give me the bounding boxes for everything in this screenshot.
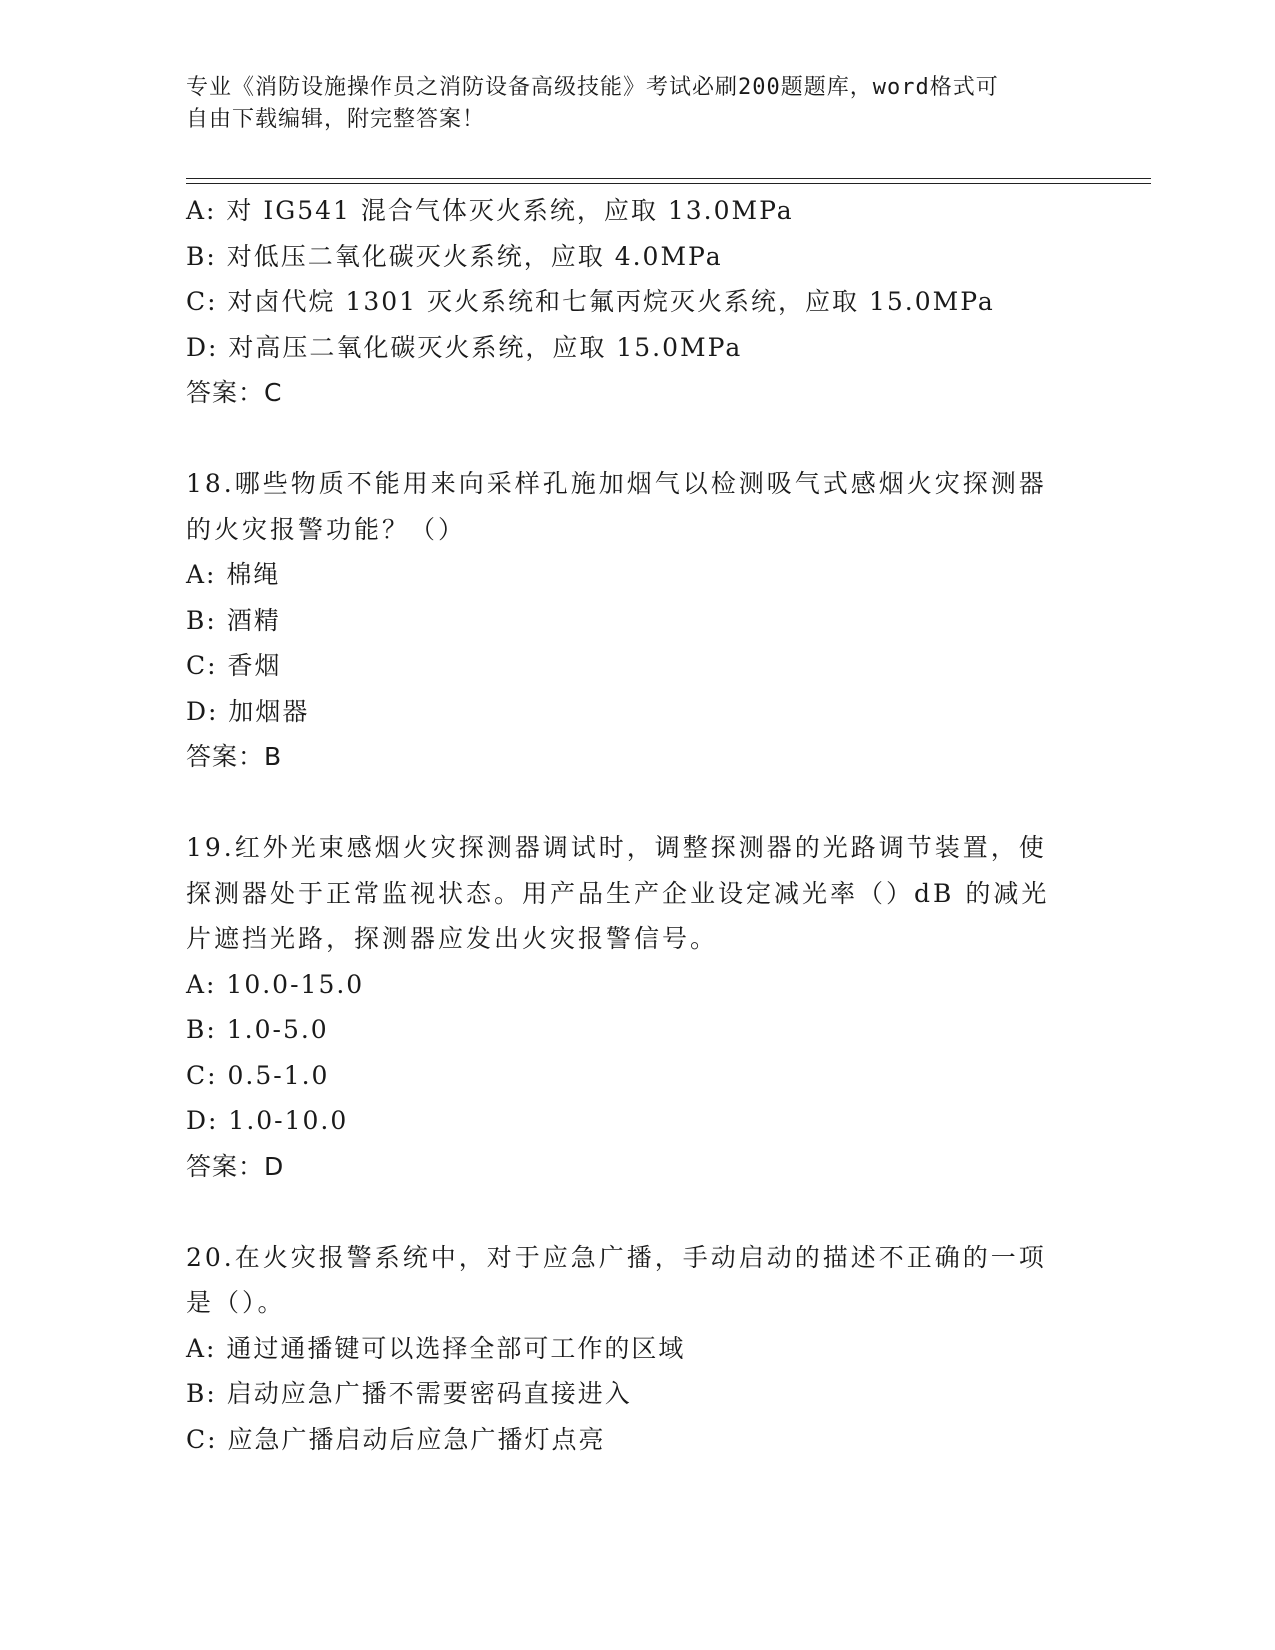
question-block-17 [186,188,1086,416]
answer-line: 答案：B [186,742,283,771]
header-divider-top [186,178,1151,179]
option-a: A: 10.0-15.0 [186,969,365,999]
header-line-1: 专业《消防设施操作员之消防设备高级技能》考试必刷200题题库，word格式可 [186,75,999,100]
option-a: A: 对 IG541 混合气体灭火系统，应取 13.0MPa [186,196,794,225]
question-line: 19.红外光束感烟火灾探测器调试时，调整探测器的光路调节装置，使 [186,833,1047,862]
option-b: B: 酒精 [186,605,281,635]
header-divider-bottom [186,183,1151,184]
document-header [186,72,1066,136]
option-a: A: 通过通播键可以选择全部可工作的区域 [186,1333,686,1363]
option-d: D: 加烟器 [186,696,310,726]
spacer [186,1189,1086,1235]
option-c: C: 0.5-1.0 [186,1060,330,1090]
question-line: 片遮挡光路，探测器应发出火灾报警信号。 [186,924,719,953]
question-text [186,1235,1086,1326]
option-d: D: 1.0-10.0 [186,1106,349,1135]
option-d: D: 对高压二氧化碳灭火系统，应取 15.0MPa [186,332,743,362]
option-c: C: 香烟 [186,651,282,680]
answer-line: 答案：C [186,378,283,407]
question-line: 是（）。 [186,1288,286,1317]
header-line-2: 自由下载编辑，附完整答案！ [186,107,486,132]
spacer [186,416,1086,462]
spacer [186,780,1086,826]
question-text [186,825,1086,962]
option-b: B: 启动应急广播不需要密码直接进入 [186,1379,632,1408]
answer-line: 答案：D [186,1151,285,1181]
option-c: C: 对卤代烷 1301 灭火系统和七氟丙烷灭火系统，应取 15.0MPa [186,287,995,316]
question-block-20 [186,1235,1086,1463]
option-b: B: 对低压二氧化碳灭火系统，应取 4.0MPa [186,241,723,271]
question-text [186,461,1086,552]
document-body [186,188,1086,1462]
question-block-19 [186,825,1086,1189]
question-line: 20.在火灾报警系统中，对于应急广播，手动启动的描述不正确的一项 [186,1242,1047,1272]
question-line: 18.哪些物质不能用来向采样孔施加烟气以检测吸气式感烟火灾探测器 [186,469,1047,498]
question-line: 探测器处于正常监视状态。用产品生产企业设定减光率（）dB 的减光 [186,878,1050,908]
option-c: C: 应急广播启动后应急广播灯点亮 [186,1424,606,1454]
option-b: B: 1.0-5.0 [186,1015,329,1044]
question-block-18 [186,461,1086,780]
option-a: A: 棉绳 [186,560,281,589]
question-line: 的火灾报警功能？（） [186,514,467,544]
